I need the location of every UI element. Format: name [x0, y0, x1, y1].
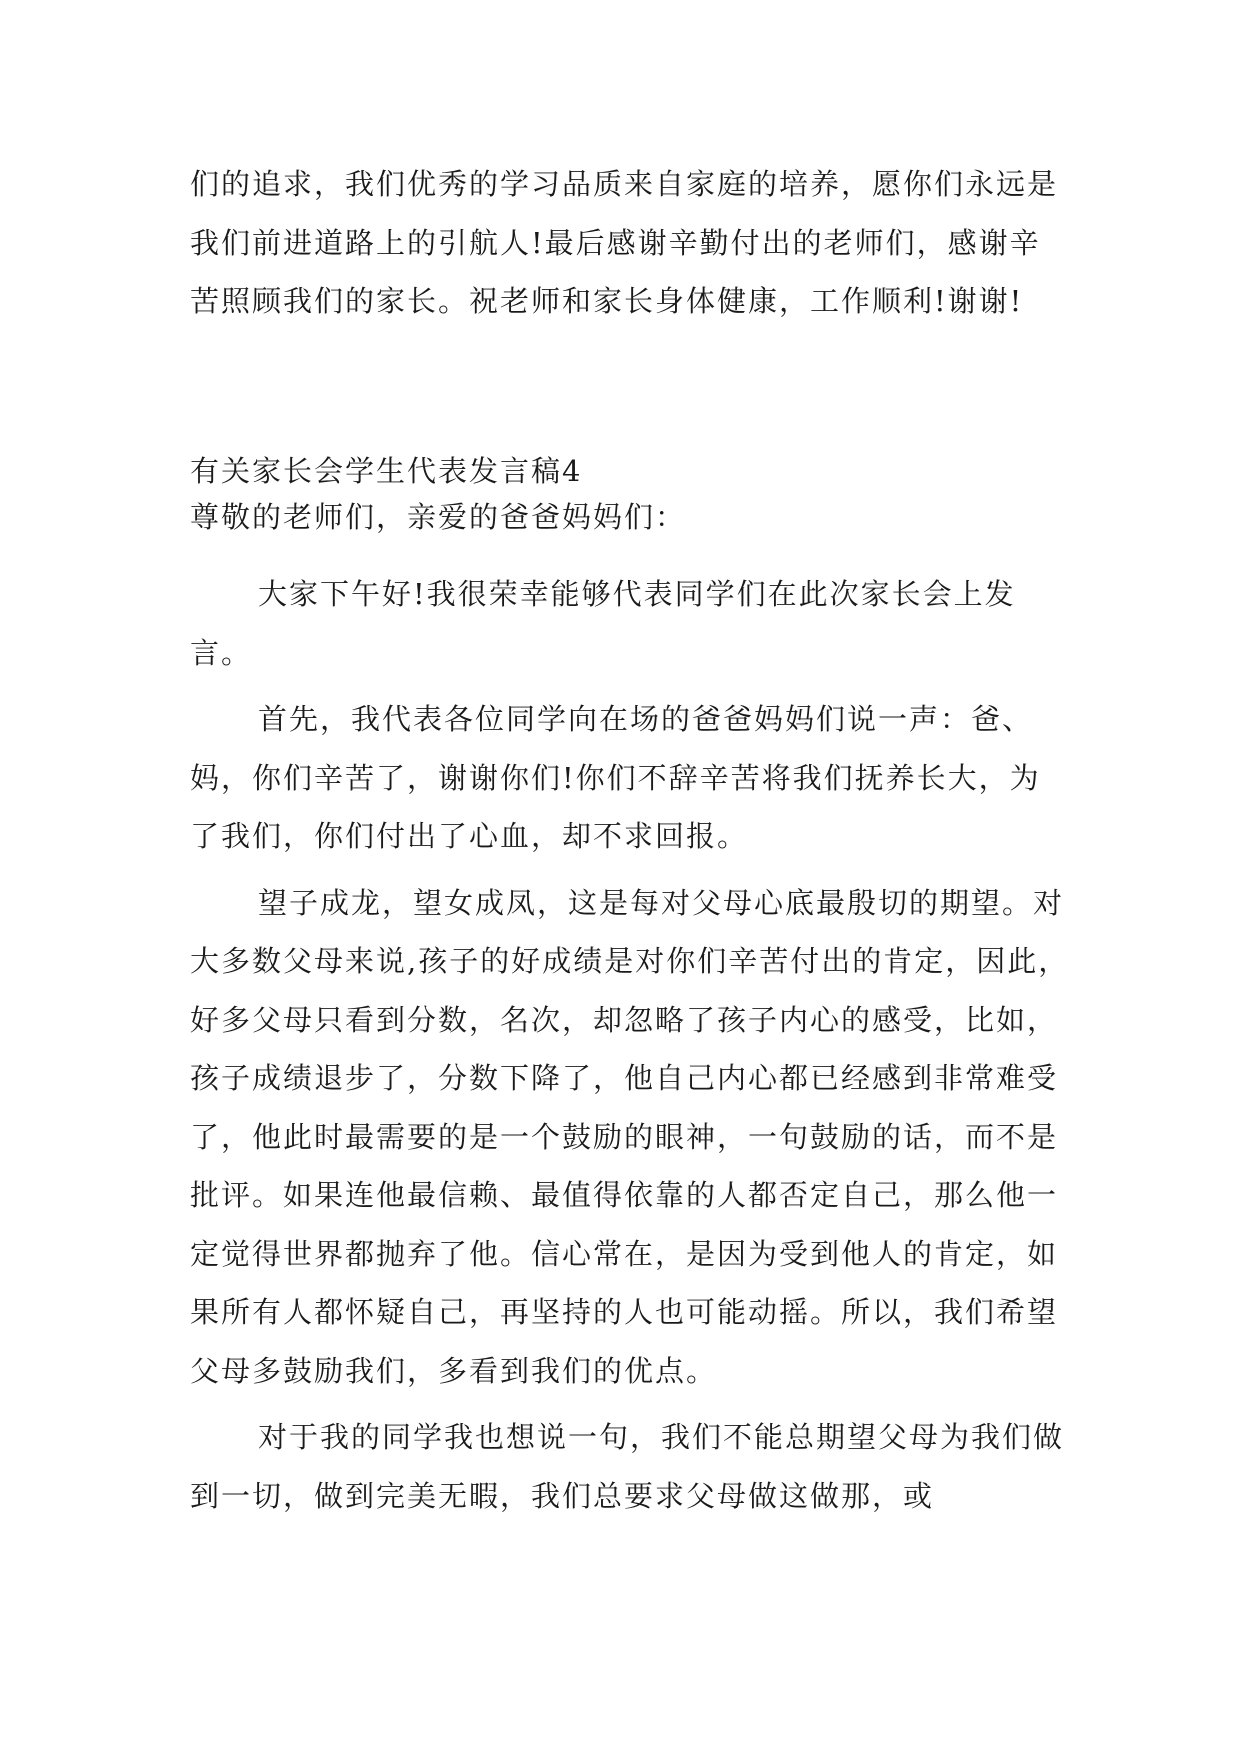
section-header — [190, 448, 1070, 540]
paragraph: 首先，我代表各位同学向在场的爸爸妈妈们说一声：爸、妈，你们辛苦了，谢谢你们!你们不辞辛苦将我们抚养长大，为了我们，你们付出了心血，却不求回报。 — [190, 702, 1041, 853]
speech-body — [190, 565, 1070, 1525]
intro-text — [190, 155, 1070, 331]
paragraph: 望子成龙，望女成凤，这是每对父母心底最殷切的期望。对大多数父母来说,孩子的好成绩是对你们辛苦付出的肯定，因此，好多父母只看到分数，名次，却忽略了孩子内心的感受，比如，孩子成绩退步了，分数下降了，他自己内心都已经感到非常难受了，他此时最需要的是一个鼓励的眼神，一句鼓励的话，而不是批评。如果连他最信赖、最值得依靠的人都否定自己，那么他一定觉得世界都抛弃了他。信心常在，是因为受到他人的肯定，如果所有人都怀疑自己，再坚持的人也可能动摇。所以，我们希望父母多鼓励我们，多看到我们的优点。 — [190, 885, 1070, 1388]
paragraph: 对于我的同学我也想说一句，我们不能总期望父母为我们做到一切，做到完美无暇，我们总要求父母做这做那，或 — [190, 1420, 1065, 1513]
salutation: 尊敬的老师们，亲爱的爸爸妈妈们： — [190, 500, 687, 534]
intro-paragraph: 们的追求，我们优秀的学习品质来自家庭的培养，愿你们永远是我们前进道路上的引航人!最后感谢辛勤付出的老师们，感谢辛苦照顾我们的家长。祝老师和家长身体健康，工作顺利!谢谢! — [190, 167, 1059, 318]
paragraph: 大家下午好!我很荣幸能够代表同学们在此次家长会上发言。 — [190, 577, 1016, 670]
section-title: 有关家长会学生代表发言稿4 — [190, 454, 583, 488]
